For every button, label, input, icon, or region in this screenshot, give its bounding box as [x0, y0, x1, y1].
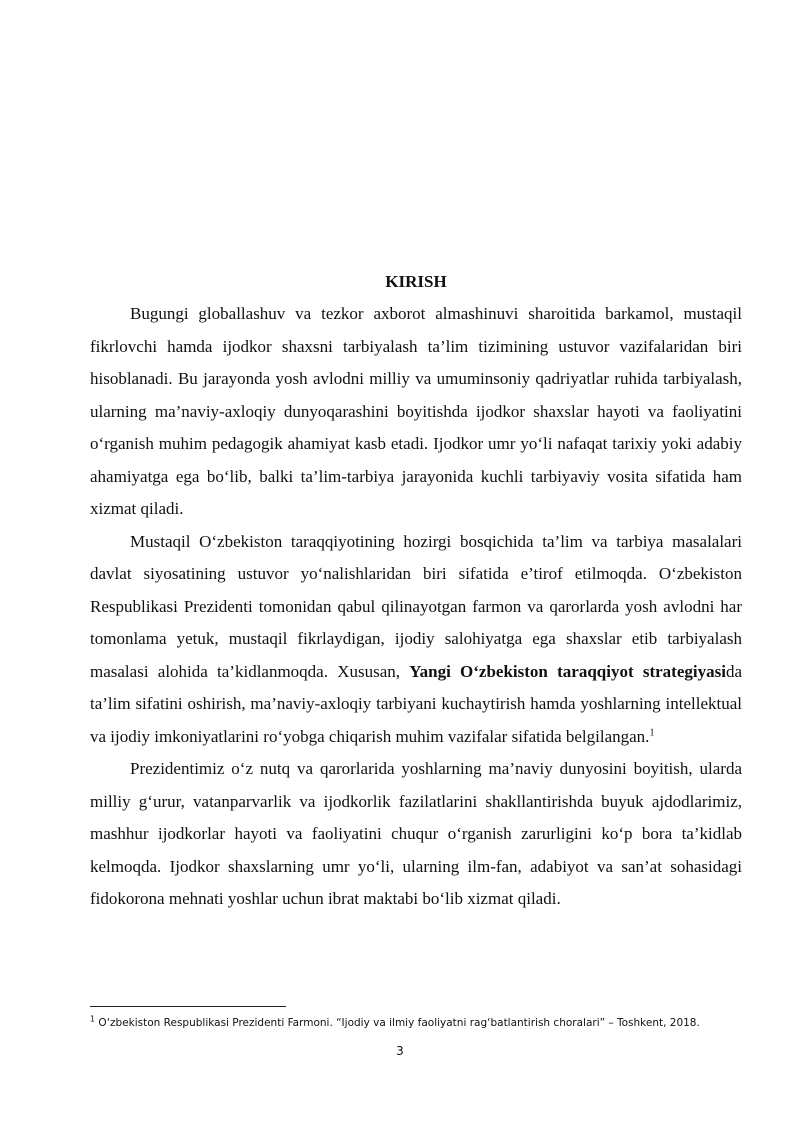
body-text	[90, 298, 742, 916]
paragraph-3: Prezidentimiz o‘z nutq va qarorlarida yoshlarning ma’naviy dunyosini boyitish, ularda milliy g‘urur, vatanparvarlik va ijodkorlik fazilatlarini shakllantirishda buyuk ajdodlarimiz, mashhur ijodkorlar hayoti va faoliyatini chuqur o‘rganish zarurligini ko‘p bora ta’kidlab kelmoqda. Ijodkor shaxslarning umr yo‘li, ularning ilm-fan, adabiyot va san’at sohasidagi fidokorona mehnati yoshlar uchun ibrat maktabi bo‘lib xizmat qiladi.	[90, 759, 742, 908]
section-heading: KIRISH	[385, 272, 447, 291]
paragraph-2-start: Mustaqil O‘zbekiston taraqqiyotining hozirgi bosqichida ta’lim va tarbiya masalalari davlat siyosatining ustuvor yo‘nalishlaridan biri sifatida e’tirof etilmoqda. O‘zbekiston Respublikasi Prezidenti tomonidan qabul qilinayotgan farmon va qarorlarda yosh avlodni har tomonlama yetuk, mustaqil fikrlaydigan, ijodiy salohiyatga ega shaxslar etib tarbiyalash masalasi alohida ta’kidlanmoqda. Xususan,	[90, 531, 742, 681]
paragraph-2	[90, 526, 742, 754]
paragraph-1: Bugungi globallashuv va tezkor axborot almashinuvi sharoitida barkamol, mustaqil fikrlovchi hamda ijodkor shaxsni tarbiyalash ta’lim tizimining ustuvor vazifalaridan biri hisoblanadi. Bu jarayonda yosh avlodni milliy va umuminsoniy qadriyatlar ruhida tarbiyalash, ularning ma’naviy-axloqiy dunyoqarashini boyitishda ijodkor shaxslar hayoti va faoliyatini o‘rganish muhim pedagogik ahamiyat kasb etadi. Ijodkor umr yo‘li nafaqat tarixiy yoki adabiy ahamiyatga ega bo‘lib, balki ta’lim-tarbiya jarayonida kuchli tarbiyaviy vosita sifatida ham xizmat qiladi.	[90, 304, 742, 518]
footnote-separator	[90, 1006, 286, 1007]
footnote-mark: 1	[90, 1014, 96, 1024]
page-number: 3	[396, 1044, 404, 1058]
paragraph-2-end: da ta’lim sifatini oshirish, ma’naviy-axloqiy tarbiyani kuchaytirish hamda yoshlarning intellektual va ijodiy imkoniyatlarini ro‘yobga chiqarish muhim vazifalar sifatida belgilangan.	[90, 661, 742, 746]
footnote-reference[interactable]: 1	[649, 726, 655, 738]
strategy-title-bold: Yangi O‘zbekiston taraqqiyot strategiyasi	[409, 661, 726, 681]
footnote	[90, 1015, 750, 1031]
footnote-text: O‘zbekiston Respublikasi Prezidenti Farmoni. “Ijodiy va ilmiy faoliyatni rag‘batlantirish choralari” – Toshkent, 2018.	[95, 1017, 700, 1029]
